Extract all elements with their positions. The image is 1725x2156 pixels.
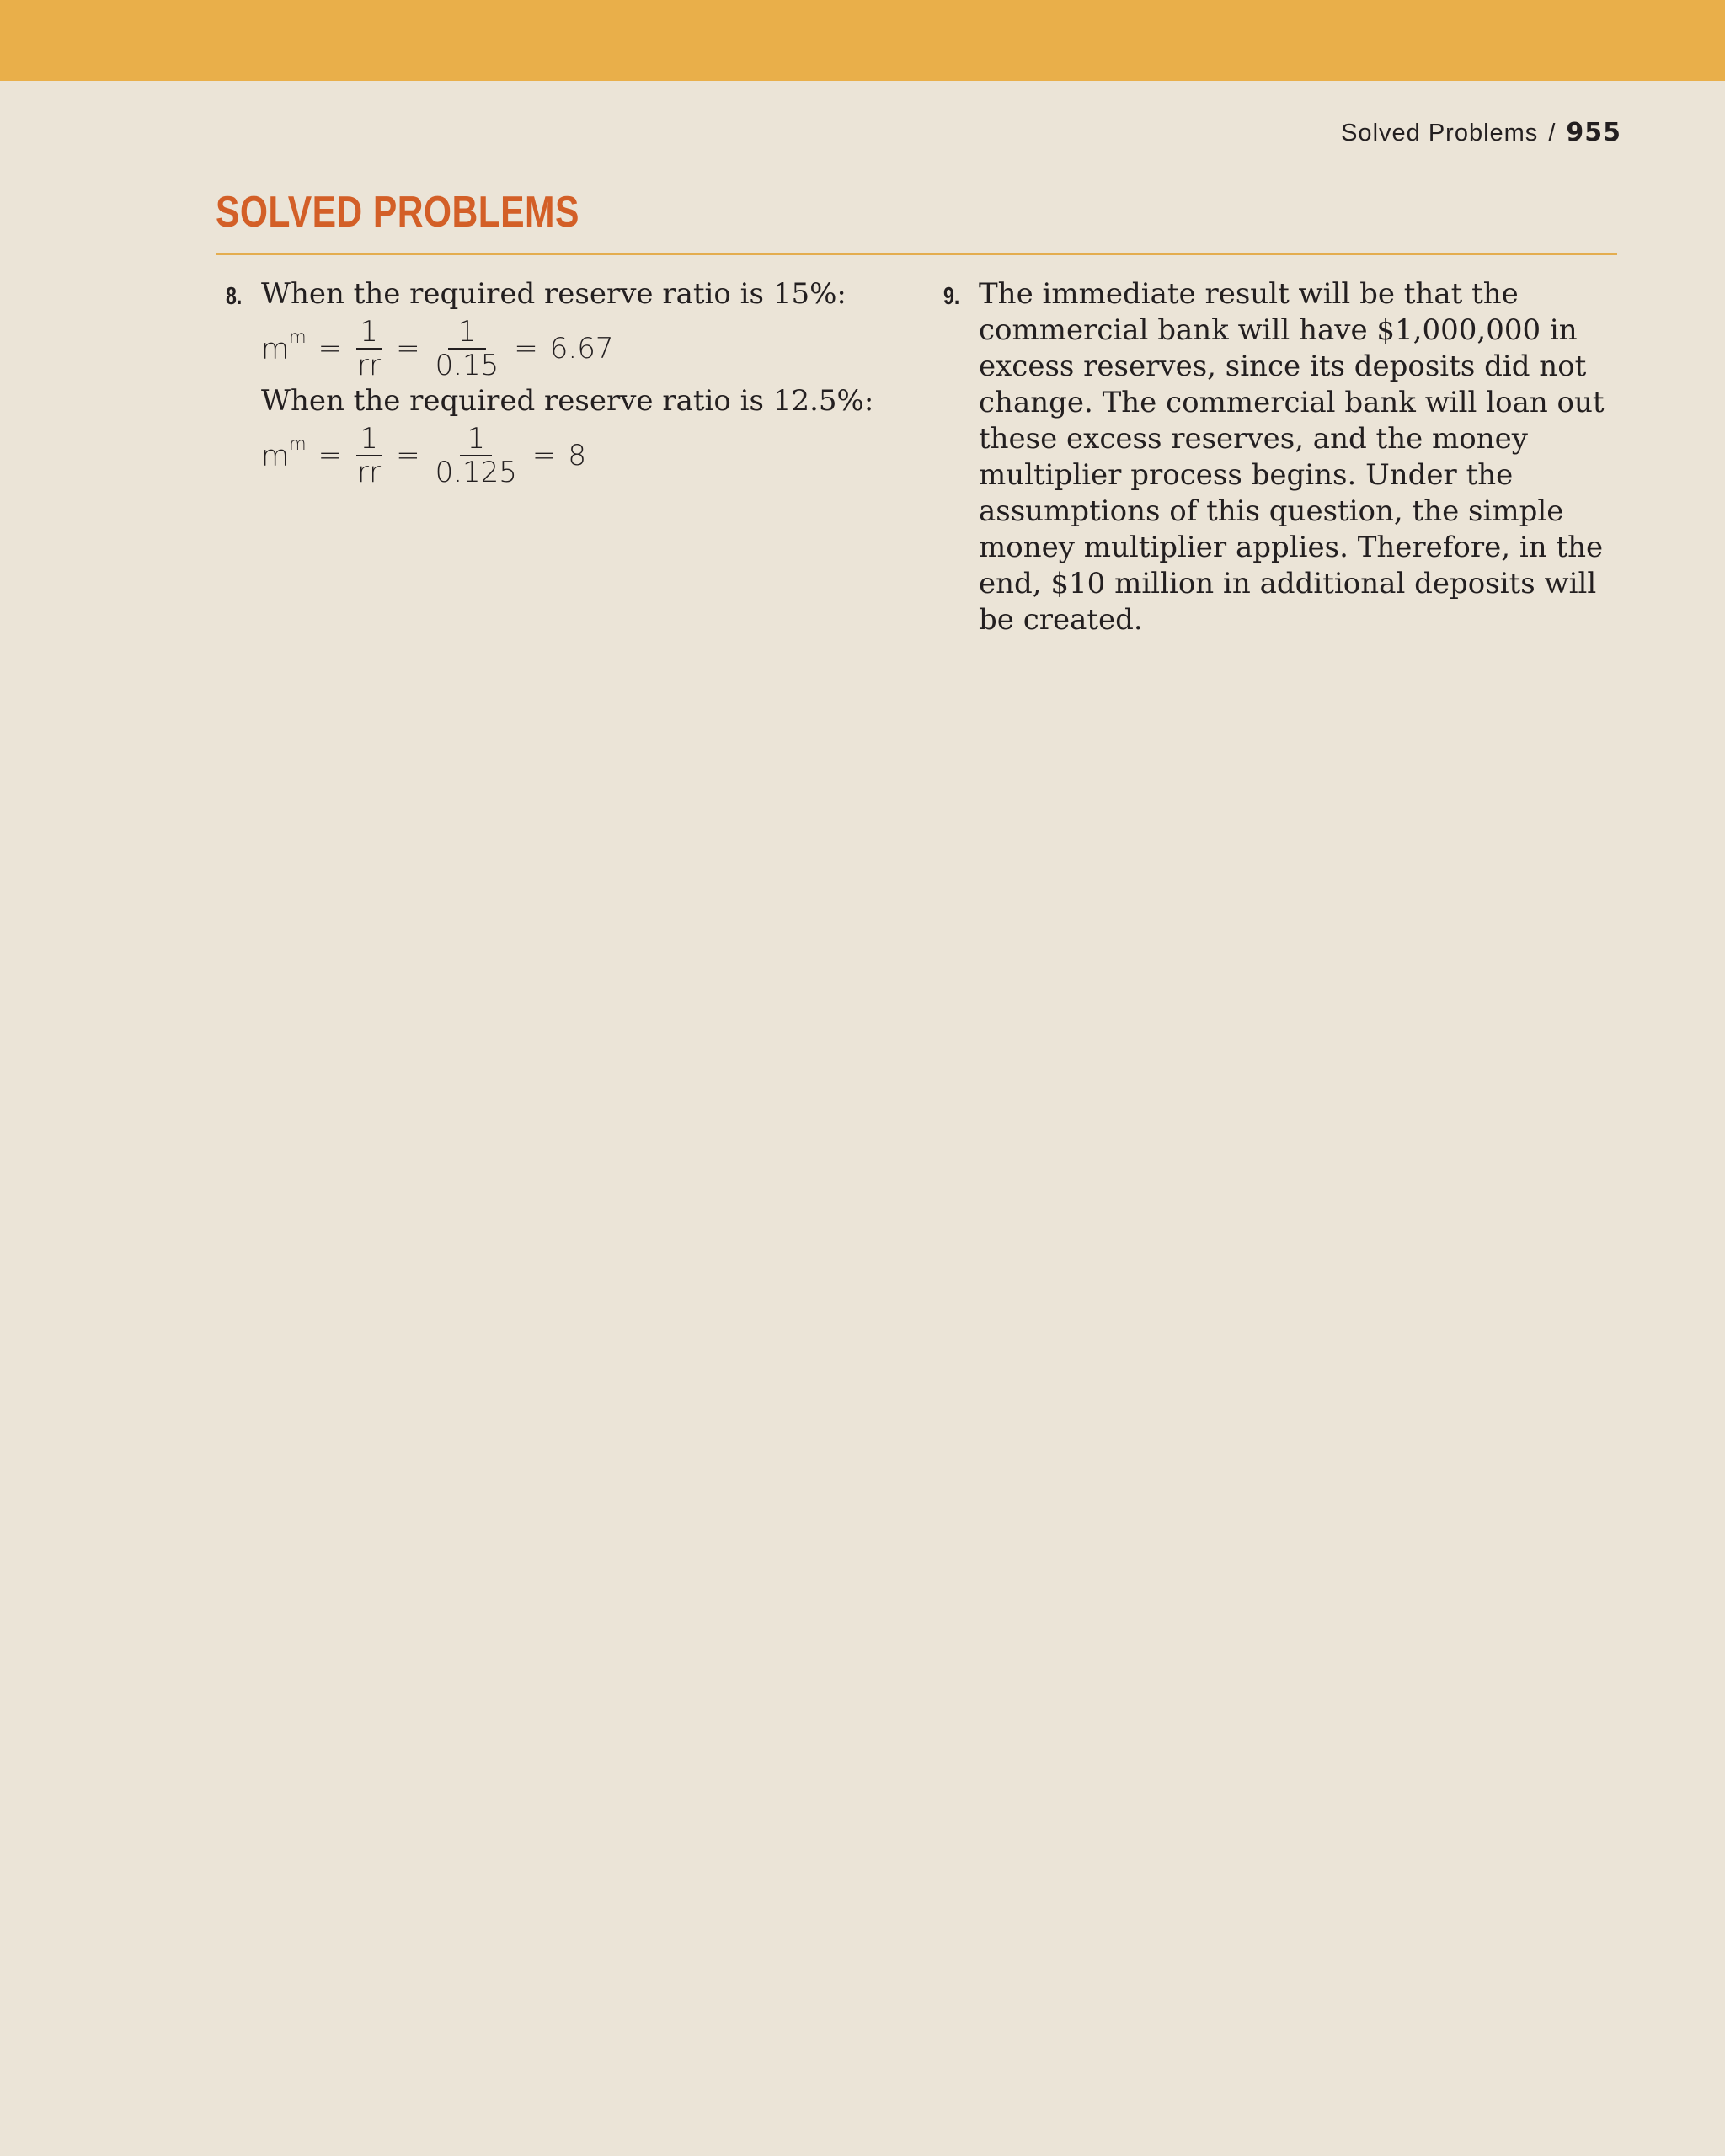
- page-number: 955: [1566, 118, 1621, 147]
- title-rule: [216, 253, 1617, 255]
- problem-number: 8.: [226, 283, 243, 310]
- eq2-equals-1: =: [318, 439, 343, 472]
- eq2-equals-3: =: [531, 439, 557, 472]
- eq1-equals-2: =: [396, 332, 420, 366]
- problem-8-text-2: When the required reserve ratio is 12.5%:: [261, 384, 874, 418]
- equation-2: [261, 419, 866, 492]
- eq1-lhs: $m^m$: [261, 326, 307, 366]
- eq1-equals-1: =: [318, 332, 343, 366]
- eq2-result: 8: [568, 439, 587, 472]
- eq2-fraction-2: $\frac{1}{0.125}$: [435, 422, 517, 489]
- problem-9: [943, 276, 1634, 638]
- equation-1: [261, 312, 866, 385]
- problem-8-text-1: When the required reserve ratio is 15%:: [261, 277, 846, 311]
- eq1-fraction-2: $\frac{1}{0.15}$: [435, 315, 499, 382]
- eq1-equals-3: =: [514, 332, 538, 366]
- top-color-band: [0, 0, 1725, 81]
- problem-8: [226, 276, 874, 492]
- running-header: [1341, 118, 1621, 147]
- eq2-fraction-1: $\frac{1}{rr}$: [357, 422, 382, 489]
- eq1-fraction-1: $\frac{1}{rr}$: [357, 315, 382, 382]
- eq2-equals-2: =: [396, 439, 420, 472]
- problem-9-text: The immediate result will be that the commercial bank will have $1,000,000 in excess reserves, since its deposits did not change. The commercial bank will loan out these excess reserves, and the money multiplier process begins. Under the assumptions of this question, the simple money multiplier applies. Therefore, in the end, $10 million in additional deposits will be created.: [979, 277, 1605, 637]
- running-header-separator: /: [1548, 120, 1557, 147]
- eq2-lhs: $m^m$: [261, 433, 307, 473]
- problem-number: 9.: [943, 283, 960, 310]
- section-title: SOLVED PROBLEMS: [216, 188, 579, 237]
- running-header-section: Solved Problems: [1341, 120, 1539, 147]
- eq1-result: 6.67: [549, 332, 614, 366]
